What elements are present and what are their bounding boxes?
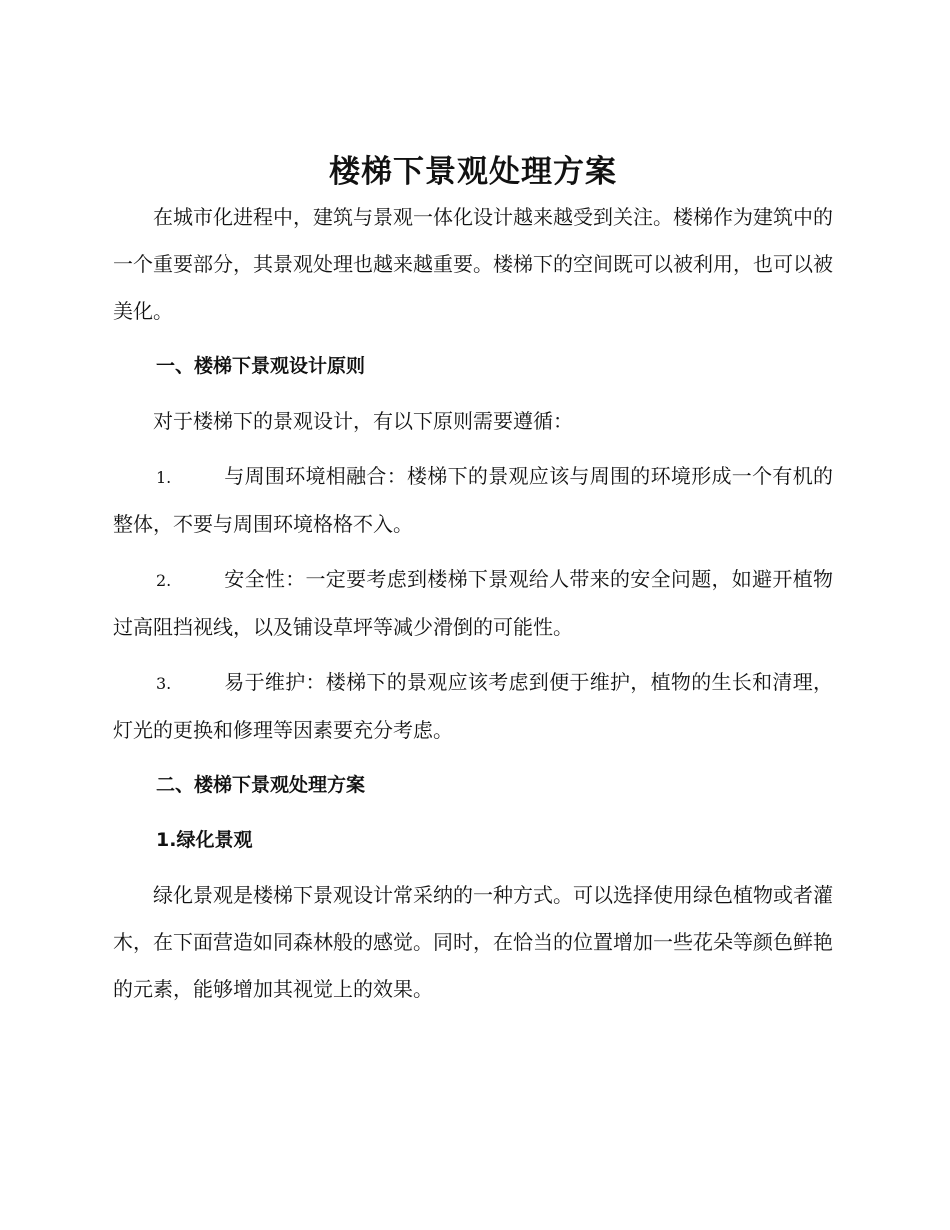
spacer — [113, 548, 833, 556]
list-item-text: 安全性：一定要考虑到楼梯下景观给人带来的安全问题，如避开植物过高阻挡视线，以及铺设草坪等减少滑倒的可能性。 — [113, 567, 833, 639]
spacer — [113, 754, 833, 762]
list-item — [113, 556, 833, 651]
list-item-number: 2. — [156, 571, 172, 590]
list-item-text: 易于维护：楼梯下的景观应该考虑到便于维护，植物的生长和清理，灯光的更换和修理等因素要充分考虑。 — [113, 670, 833, 742]
greening-paragraph: 绿化景观是楼梯下景观设计常采纳的一种方式。可以选择使用绿色植物或者灌木，在下面营造如同森林般的感觉。同时，在恰当的位置增加一些花朵等颜色鲜艳的元素，能够增加其视觉上的效果。 — [113, 883, 833, 1001]
spacer — [113, 864, 833, 872]
document-body — [113, 150, 833, 1013]
list-item-number: 1. — [156, 468, 172, 487]
principles-lead-paragraph: 对于楼梯下的景观设计，有以下原则需要遵循： — [153, 409, 573, 433]
spacer — [113, 335, 833, 343]
list-item — [113, 659, 833, 754]
section-heading-plan: 二、楼梯下景观处理方案 — [156, 774, 366, 796]
section-heading-principles: 一、楼梯下景观设计原则 — [156, 355, 366, 377]
spacer — [113, 809, 833, 817]
subsection-heading-greening: 1.绿化景观 — [156, 829, 253, 851]
list-item — [113, 453, 833, 548]
spacer — [113, 651, 833, 659]
list-item-number: 3. — [156, 674, 172, 693]
intro-paragraph: 在城市化进程中，建筑与景观一体化设计越来越受到关注。楼梯作为建筑中的一个重要部分，其景观处理也越来越重要。楼梯下的空间既可以被利用，也可以被美化。 — [113, 205, 833, 323]
spacer — [113, 390, 833, 398]
document-title: 楼梯下景观处理方案 — [329, 154, 617, 190]
spacer — [113, 445, 833, 453]
list-item-text: 与周围环境相融合：楼梯下的景观应该与周围的环境形成一个有机的整体，不要与周围环境格格不入。 — [113, 464, 833, 536]
